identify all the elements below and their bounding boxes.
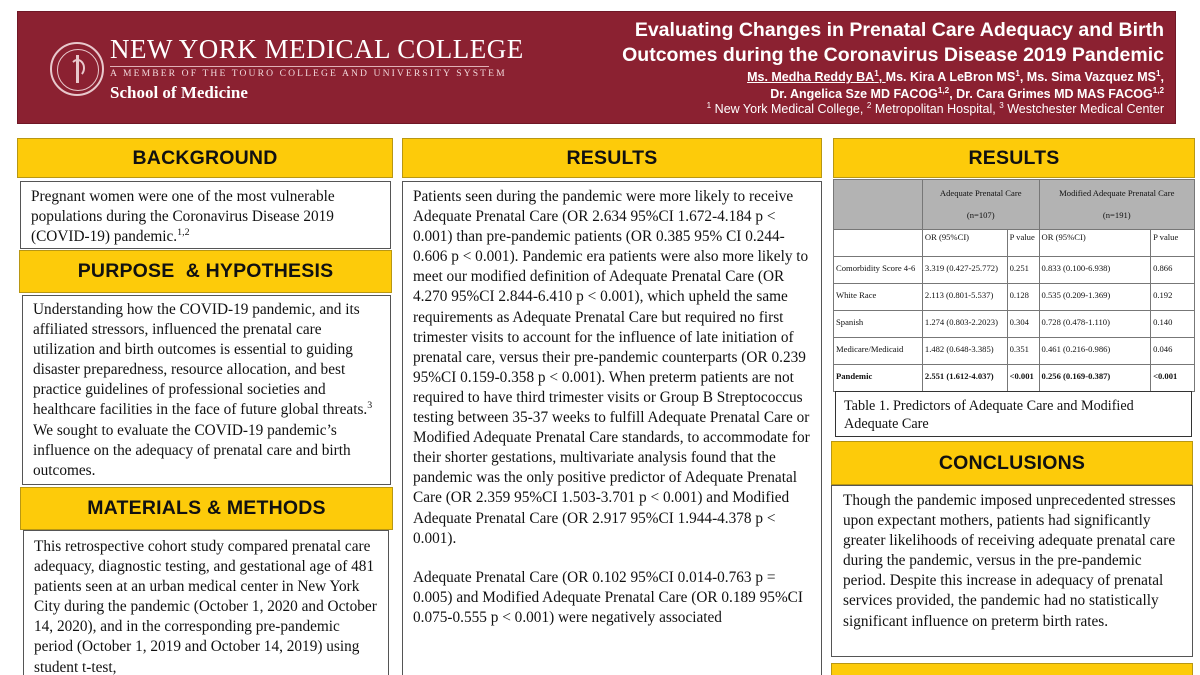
subheader-p: P value	[1007, 230, 1039, 257]
methods-body	[23, 530, 389, 675]
methods-header: MATERIALS & METHODS	[20, 487, 393, 530]
cell-p-modified: <0.001	[1151, 365, 1195, 392]
author-name: Dr. Angelica Sze MD FACOG$^{1,2}$,	[770, 85, 957, 101]
results-body	[402, 181, 822, 675]
cell-or-adequate: 3.319 (0.427-25.772)	[922, 257, 1007, 284]
affiliation: Metropolitan Hospital	[874, 102, 993, 116]
author-name: Ms. Kira A LeBron $MS^1$,	[885, 68, 1027, 84]
cell-p-adequate: 0.304	[1007, 311, 1039, 338]
cell-or-adequate: 2.551 (1.612-4.037)	[922, 365, 1007, 392]
authors-line-1	[524, 69, 1164, 86]
results-paragraph-1: Patients seen during the pandemic were more likely to receive Adequate Prenatal Care (OR 2.634 95%CI 1.672-4.184 p < 0.001) than pre-pandemic patients (OR 0.385 95% CI 0.244-0.606 p < 0.001). Pandemic era patients were also more likely to meet our modified definition of Adequate Prenatal Care (OR 4.270 95%CI 2.844-6.410 p < 0.001), which upheld the same requirements as Adequate Prenatal Care but required no first trimester visits to account for the influence of late initiation of prenatal care, versus their pre-pandemic counterparts (OR 0.239 95%CI 0.159-0.358 p < 0.001). When preterm patients are not required to have third trimester visits or Group B Streptococcus testing between 35-37 weeks to fulfill Adequate Prenatal Care or Modified Adequate Prenatal Care standards, to accommodate for their shorter gestations, multivariate analysis found that the pandemic was the only positive predictor of Adequate Prenatal Care (OR 2.359 95%CI 1.503-3.701 p < 0.001) and Modified Adequate Prenatal Care (OR 2.917 95%CI 1.944-4.378 p < 0.001).	[413, 188, 810, 547]
author-name: Ms. Medha Reddy $BA^1$,	[747, 68, 886, 84]
row-label: Pandemic	[834, 365, 923, 392]
cell-or-modified: 0.535 (0.209-1.369)	[1039, 284, 1151, 311]
table-row	[834, 284, 1195, 311]
subheader-or: OR (95%CI)	[922, 230, 1007, 257]
group-header-adequate: Adequate Prenatal Care (n=107)	[922, 180, 1039, 230]
results-table-header: RESULTS	[833, 138, 1195, 178]
subheader-empty	[834, 230, 923, 257]
conclusions-header: CONCLUSIONS	[831, 441, 1193, 485]
subheader-or: OR (95%CI)	[1039, 230, 1151, 257]
table-row	[834, 311, 1195, 338]
conclusions-body	[831, 485, 1193, 657]
title-line-1: Evaluating Changes in Prenatal Care Adequacy and Birth	[634, 19, 1164, 41]
college-seal-icon	[50, 42, 104, 96]
table-row	[834, 257, 1195, 284]
authors-line-2	[524, 86, 1164, 103]
citation: 3	[367, 400, 373, 412]
cell-p-modified: 0.192	[1151, 284, 1195, 311]
background-text: Pregnant women were one of the most vulnerable populations during the Coronavirus Disease 2019 (COVID-19) pandemic.	[31, 188, 335, 246]
cell-or-modified: 0.256 (0.169-0.387)	[1039, 365, 1151, 392]
cell-or-adequate: 1.274 (0.803-2.2023)	[922, 311, 1007, 338]
cell-p-modified: 0.046	[1151, 338, 1195, 365]
row-label: Spanish	[834, 311, 923, 338]
author-name: Dr. Cara Grimes MD MAS FACOG$^{1,2}$	[956, 85, 1164, 101]
table-caption: Table 1. Predictors of Adequate Care and Modified Adequate Care	[835, 391, 1192, 437]
purpose-hypothesis-header: PURPOSE & HYPOTHESIS	[19, 250, 392, 293]
group-header-modified: Modified Adequate Prenatal Care (n=191)	[1039, 180, 1194, 230]
row-label: Comorbidity Score 4-6	[834, 257, 923, 284]
conclusions-text: Though the pandemic imposed unprecedented stresses upon expectant mothers, patients had significantly greater likelihoods of receiving adequate prenatal care during the pandemic, versus in the pre-pandemic period. Despite this increase in adequacy of prenatal services provided, the pandemic had no statistically significant influence on preterm birth rates.	[843, 492, 1176, 630]
purpose-hypothesis-body	[22, 295, 391, 485]
cell-p-modified: 0.140	[1151, 311, 1195, 338]
row-label: Medicare/Medicaid	[834, 338, 923, 365]
predictors-table-wrapper	[833, 179, 1195, 392]
background-body	[20, 181, 391, 249]
methods-text: This retrospective cohort study compared prenatal care adequacy, diagnostic testing, and gestational age of 481 patients seen at an urban medical center in New York City during the pandemic (October 1, 2020 and October 14, 2020), and in the corresponding pre-pandemic period (October 1, 2019 and October 14, 2019) using student t-test,	[34, 538, 377, 675]
results-header: RESULTS	[402, 138, 822, 178]
predictors-table	[833, 179, 1195, 392]
author-list	[524, 69, 1164, 103]
cell-p-adequate: 0.251	[1007, 257, 1039, 284]
cell-p-modified: 0.866	[1151, 257, 1195, 284]
results-paragraph-2: Adequate Prenatal Care (OR 0.102 95%CI 0.014-0.763 p = 0.005) and Modified Adequate Prenatal Care (OR 0.189 95%CI 0.075-0.555 p < 0.001) were negatively associated	[413, 568, 803, 626]
cell-or-modified: 0.461 (0.216-0.986)	[1039, 338, 1151, 365]
affiliation: Westchester Medical Center	[1007, 102, 1164, 116]
table-corner-cell	[834, 180, 923, 230]
cell-p-adequate: 0.128	[1007, 284, 1039, 311]
cell-or-modified: 0.833 (0.100-6.938)	[1039, 257, 1151, 284]
school-name: School of Medicine	[110, 83, 248, 102]
college-name: NEW YORK MEDICAL COLLEGE	[110, 34, 524, 64]
cell-p-adequate: 0.351	[1007, 338, 1039, 365]
next-section-header	[831, 663, 1193, 675]
row-label: White Race	[834, 284, 923, 311]
purpose-text: Understanding how the COVID-19 pandemic, and its affiliated stressors, influenced the prenatal care utilization and birth outcomes is essential to guiding disaster preparedness, resource allocation, and best practice guidelines of professional societies and healthcare facilities in the face of future global threats.	[33, 301, 368, 419]
affiliation: New York Medical College	[714, 102, 860, 116]
poster-title	[524, 18, 1164, 68]
cell-or-adequate: 1.482 (0.648-3.385)	[922, 338, 1007, 365]
author-name: Ms. Sima Vazquez $MS^1$,	[1026, 68, 1164, 84]
college-member-line: A MEMBER OF THE TOURO COLLEGE AND UNIVERSITY SYSTEM	[110, 68, 507, 79]
background-header: BACKGROUND	[17, 138, 393, 178]
citation: 1,2	[177, 227, 190, 239]
cell-p-adequate: <0.001	[1007, 365, 1039, 392]
purpose-aim-text: We sought to evaluate the COVID-19 pandemic’s influence on the adequacy of prenatal care and birth outcomes.	[33, 421, 351, 479]
college-divider	[110, 66, 489, 67]
cell-or-adequate: 2.113 (0.801-5.537)	[922, 284, 1007, 311]
table-row	[834, 365, 1195, 392]
title-line-2: Outcomes during the Coronavirus Disease 2019 Pandemic	[622, 44, 1164, 66]
affiliations: $^1$ New York Medical College, $^2$ Metropolitan Hospital, $^3$ Westchester Medical Center	[706, 100, 1164, 116]
cell-or-modified: 0.728 (0.478-1.110)	[1039, 311, 1151, 338]
table-row	[834, 338, 1195, 365]
subheader-p: P value	[1151, 230, 1195, 257]
